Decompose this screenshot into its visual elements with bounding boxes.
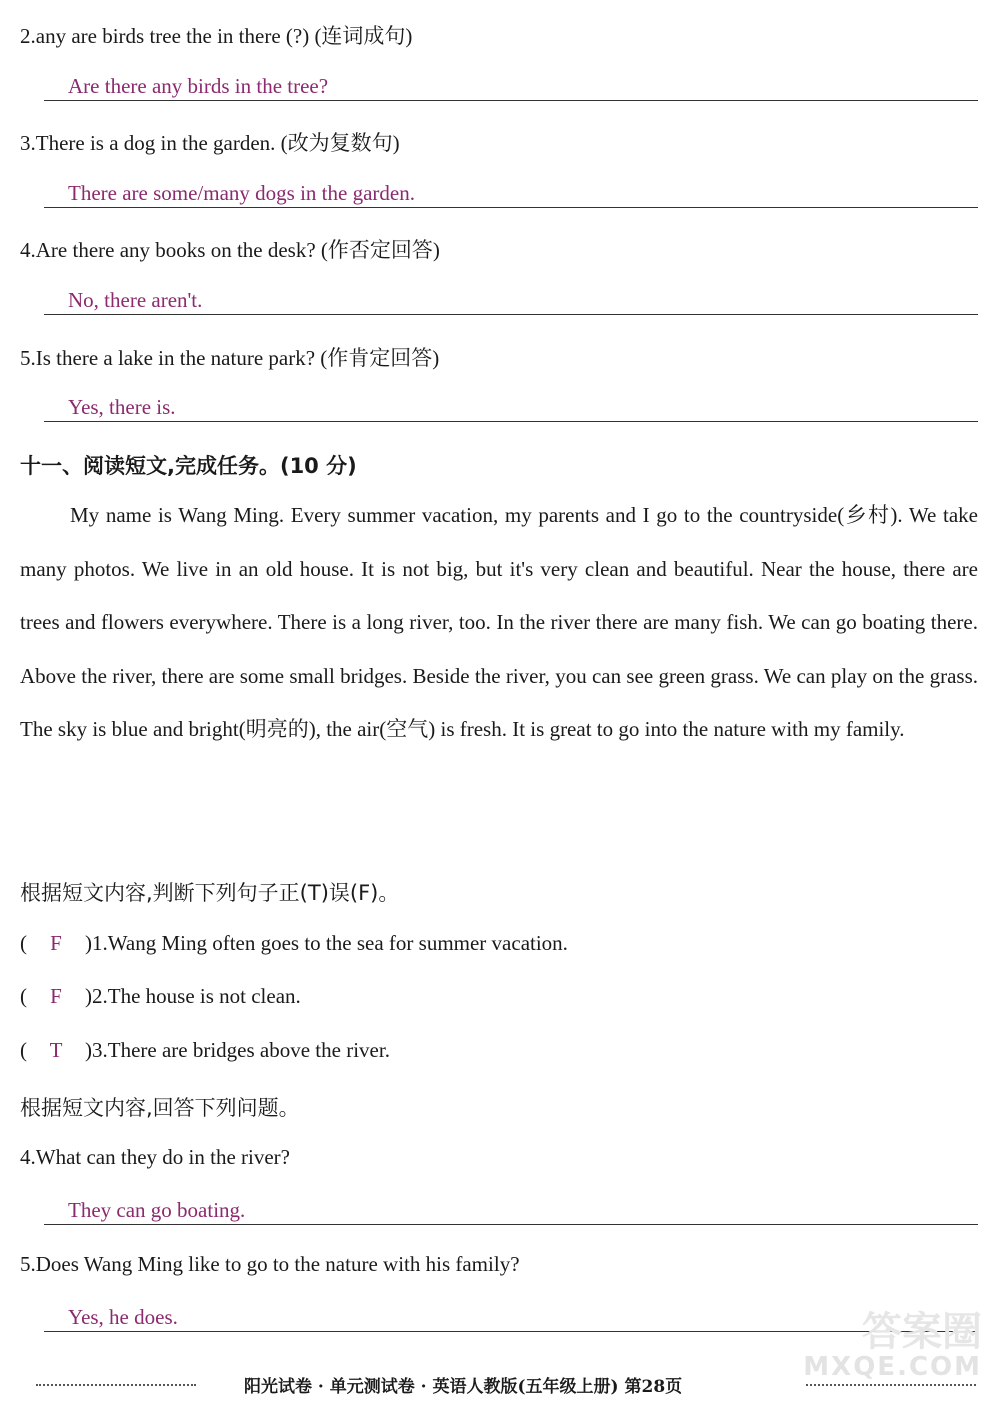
footer-text: 阳光试卷 · 单元测试卷 · 英语人教版(五年级上册) 第28页 — [244, 1377, 683, 1397]
tf-mark: T — [49, 1038, 63, 1062]
watermark-url: MXQE.COM — [803, 1352, 982, 1382]
answer-line — [44, 207, 978, 208]
footer-dots-right — [806, 1384, 976, 1386]
tf-item — [20, 931, 568, 956]
question-3-prompt: 3.There is a dog in the garden. (改为复数句) — [20, 131, 400, 155]
tf-item — [20, 1038, 390, 1063]
question-2-answer: Are there any birds in the tree? — [68, 74, 329, 98]
question-2-prompt: 2.any are birds tree the in there (?) (连词成句) — [20, 24, 413, 48]
qa-instruction: 根据短文内容,回答下列问题。 — [20, 1096, 300, 1120]
question-4-answer: No, there aren't. — [68, 288, 203, 312]
tf-instruction: 根据短文内容,判断下列句子正(T)误(F)。 — [20, 881, 400, 905]
qa-5-prompt: 5.Does Wang Ming like to go to the nature with his family? — [20, 1252, 520, 1276]
tf-statement: )3.There are bridges above the river. — [85, 1038, 390, 1062]
answer-line — [44, 1224, 978, 1225]
tf-mark: F — [50, 984, 62, 1008]
page-footer — [36, 1372, 976, 1396]
answer-line — [44, 100, 978, 101]
tf-open-paren: ( — [20, 1038, 27, 1062]
question-4-prompt: 4.Are there any books on the desk? (作否定回答) — [20, 238, 440, 262]
qa-5-answer: Yes, he does. — [68, 1305, 178, 1329]
tf-open-paren: ( — [20, 931, 27, 955]
tf-statement: )2.The house is not clean. — [85, 984, 301, 1008]
qa-4-prompt: 4.What can they do in the river? — [20, 1145, 290, 1169]
question-3-answer: There are some/many dogs in the garden. — [68, 181, 415, 205]
tf-open-paren: ( — [20, 984, 27, 1008]
question-5-prompt: 5.Is there a lake in the nature park? (作肯定回答) — [20, 346, 440, 370]
reading-passage: My name is Wang Ming. Every summer vacation, my parents and I go to the countryside(乡村). We take many photos. We live in an old house. It is not big, but it's very clean and beautiful. Near the house, there are trees and flowers everywhere. There is a long river, too. In the river there are many fish. We can go boating there. Above the river, there are some small bridges. Beside the river, you can see green grass. We can play on the grass. The sky is blue and bright(明亮的), the air(空气) is fresh. It is great to go into the nature with my family. — [20, 503, 978, 741]
tf-statement: )1.Wang Ming often goes to the sea for summer vacation. — [85, 931, 568, 955]
tf-item — [20, 984, 301, 1009]
answer-line — [44, 421, 978, 422]
answer-line — [44, 314, 978, 315]
footer-dots-left — [36, 1384, 196, 1386]
answer-line — [44, 1331, 978, 1332]
question-5-answer: Yes, there is. — [68, 395, 176, 419]
section-title: 十一、阅读短文,完成任务。(10 分) — [20, 454, 357, 478]
watermark-logo: 答案圈 — [862, 1309, 982, 1355]
qa-4-answer: They can go boating. — [68, 1198, 246, 1222]
tf-mark: F — [50, 931, 62, 955]
